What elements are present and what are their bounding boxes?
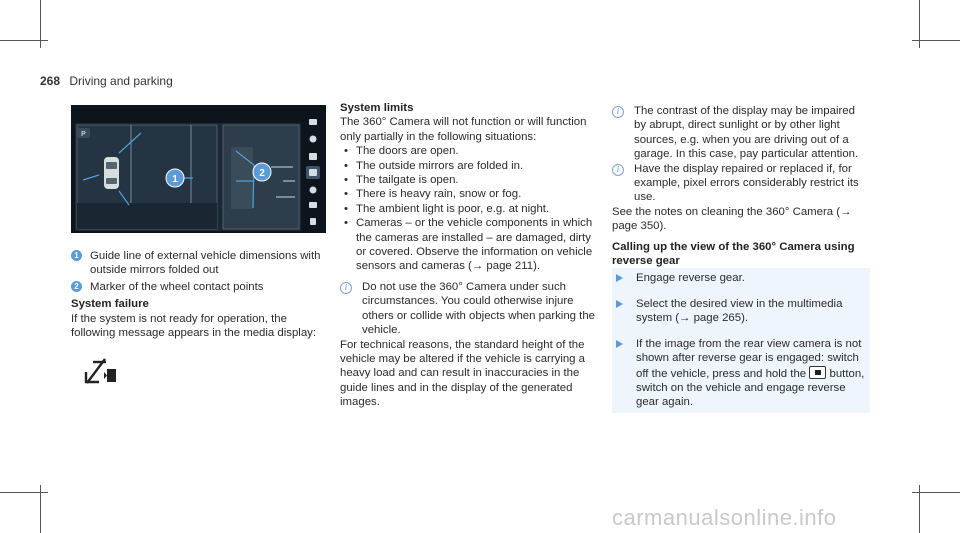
legend-item [71, 249, 326, 278]
column-middle [340, 101, 595, 410]
note-text: Have the display repaired or replaced if, for example, pixel errors considerably restrict its use. [634, 162, 859, 204]
legend-text: Guide line of external vehicle dimensions with outside mirrors folded out [90, 250, 321, 277]
arrow-icon [616, 300, 623, 308]
column-right [612, 104, 870, 413]
system-failure-body: If the system is not ready for operation, the following message appears in the media display: [71, 312, 317, 340]
step [612, 268, 870, 288]
car-top-view [104, 157, 119, 189]
camera-failure-icon [83, 356, 117, 386]
svg-text:P: P [81, 131, 86, 138]
list-item: • Cameras – or the vehicle components in which the cameras are installed – are damaged, dirty or covered. Observe the information on vehicle sensors and cameras (→ page 211). [340, 216, 595, 274]
list-item: • The ambient light is poor, e.g. at night. [340, 202, 595, 216]
note-text: The contrast of the display may be impaired by abrupt, direct sunlight or by other light sources, e.g. when you are driving out of a garage. In this case, pay particular attention. [634, 105, 859, 161]
info-note [612, 104, 870, 162]
list-item: • The doors are open. [340, 144, 595, 158]
step-text: Engage reverse gear. [636, 272, 745, 285]
info-note [340, 280, 595, 338]
page-header [40, 74, 173, 88]
info-icon: i [340, 282, 352, 294]
procedure-steps [612, 268, 870, 412]
info-icon: i [612, 106, 624, 118]
legend [71, 249, 326, 294]
callout-badge: 2 [71, 281, 82, 292]
procedure-heading: Calling up the view of the 360° Camera using reverse gear [612, 240, 855, 268]
list-item: • There is heavy rain, snow or fog. [340, 187, 595, 201]
column-left [71, 105, 326, 386]
step [612, 329, 870, 413]
cleaning-reference: See the notes on cleaning the 360° Camera (→ page 350). [612, 205, 852, 233]
paragraph: For technical reasons, the standard height of the vehicle may be altered if the vehicle is carrying a heavy load and can result in inaccuracies in the guide lines and in the display of the generated images. [340, 338, 586, 409]
system-limits-intro: The 360° Camera will not function or will function only partially in the following situations: [340, 116, 587, 143]
watermark: carmanualsonline.info [612, 505, 837, 530]
section-title: Driving and parking [69, 74, 173, 88]
svg-text:2: 2 [259, 168, 265, 179]
legend-item [71, 280, 326, 294]
list-item: • The tailgate is open. [340, 173, 595, 187]
system-failure-heading: System failure [71, 298, 149, 311]
svg-text:1: 1 [172, 174, 178, 185]
page-number: 268 [40, 74, 61, 88]
legend-text: Marker of the wheel contact points [90, 280, 264, 293]
step-text: If the image from the rear view camera is not shown after reverse gear is engaged: switch off the vehicle, press and hold the button, switch on the vehicle and engage reverse gear again. [636, 337, 865, 409]
step [612, 289, 870, 329]
arrow-icon [616, 340, 623, 348]
camera-screen-image [71, 105, 326, 233]
system-limits-heading: System limits [340, 102, 414, 114]
list-item: • The outside mirrors are folded in. [340, 159, 595, 173]
step-text: Select the desired view in the multimedia system (→ page 265). [636, 297, 843, 325]
camera-button-icon [809, 366, 826, 379]
system-limits-list [340, 144, 595, 274]
callout-badge: 1 [71, 250, 82, 261]
note-text: Do not use the 360° Camera under such circumstances. You could otherwise injure others or collide with objects when parking the vehicle. [362, 280, 596, 337]
info-note [612, 162, 870, 205]
arrow-icon [616, 274, 623, 282]
info-icon: i [612, 164, 624, 176]
